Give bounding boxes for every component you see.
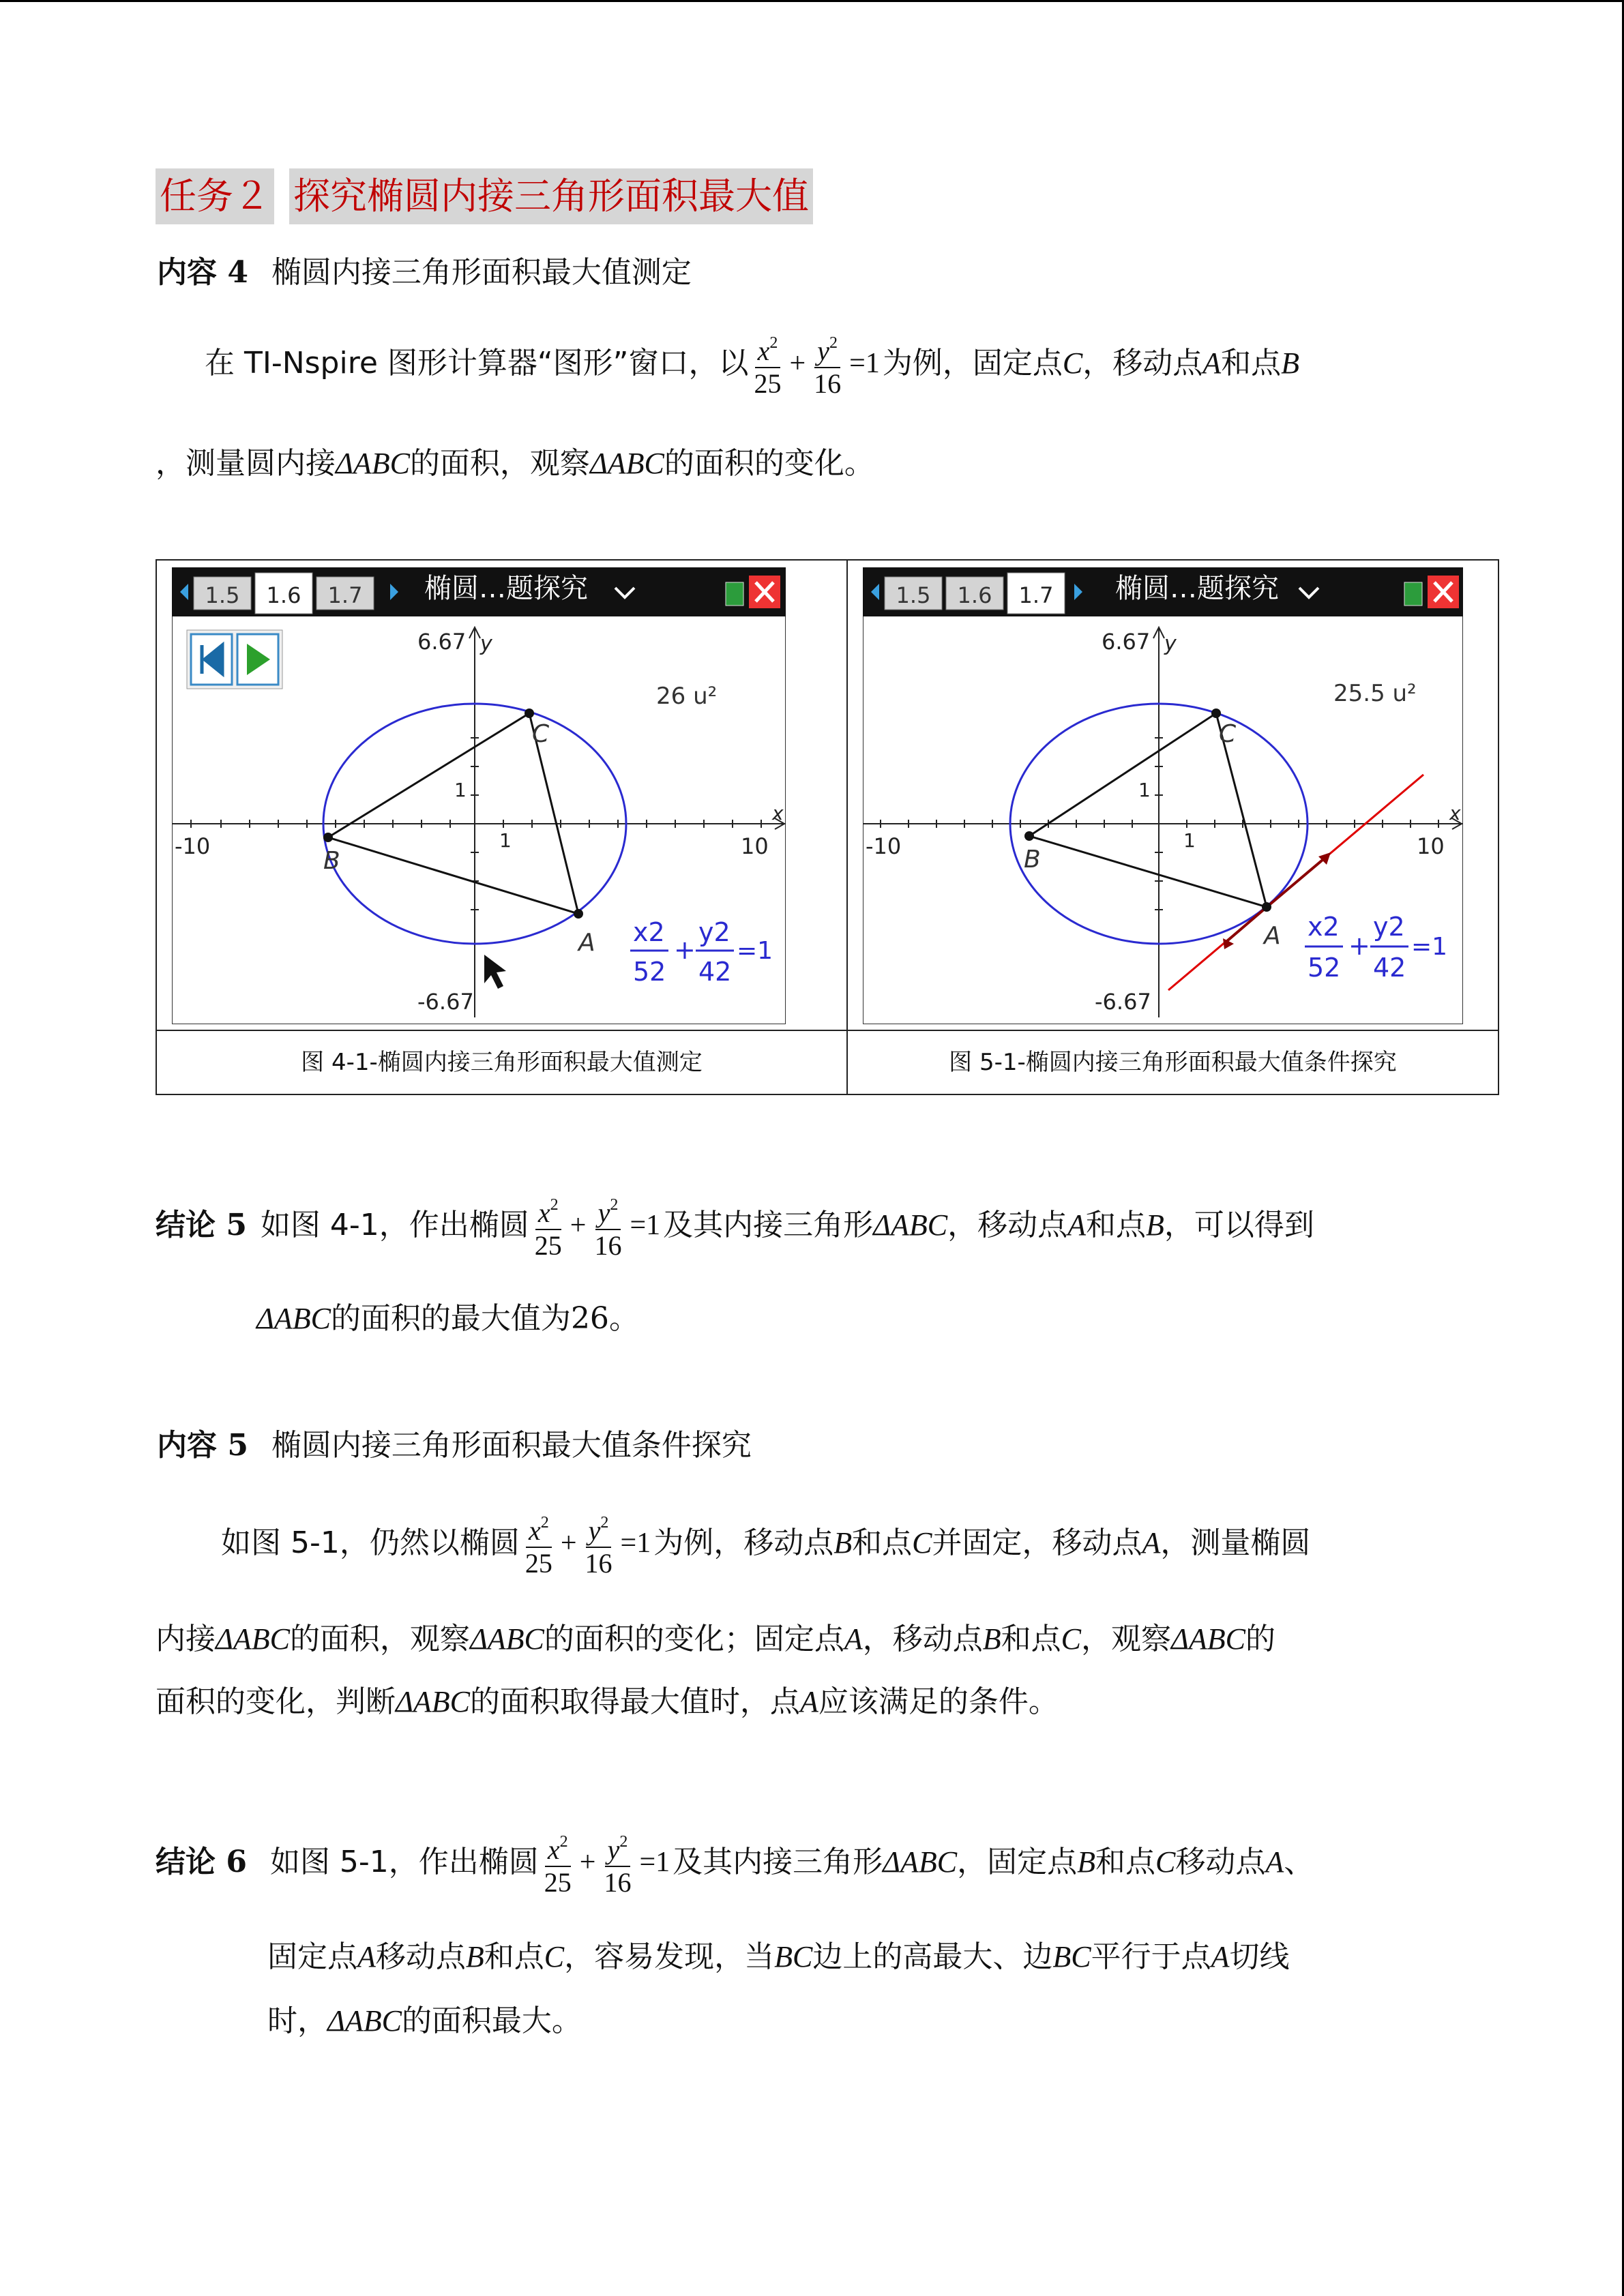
area-readout: 25.5 u² — [1333, 680, 1417, 707]
triangle-abc: ΔABC — [216, 1622, 290, 1656]
point-c: C — [912, 1526, 932, 1560]
y-max-label: 6.67 — [1101, 629, 1151, 655]
math-x: x — [547, 1834, 560, 1865]
point-a: A — [799, 1685, 818, 1718]
eq-b2: 42 — [698, 957, 732, 987]
point-a: A — [1265, 1845, 1284, 1879]
math-sq: 2 — [550, 1196, 559, 1214]
text-span: 为例，固定点 — [882, 346, 1063, 381]
math-25: 25 — [525, 1548, 552, 1579]
point-b: B — [1146, 1208, 1164, 1242]
point-c-marker[interactable] — [1211, 709, 1221, 718]
figure-4-1-caption-cell — [156, 1030, 847, 1094]
text-span: 应该满足的条件。 — [818, 1684, 1059, 1719]
text-span: ，移动点 — [862, 1622, 983, 1656]
eq-equals: =1 — [737, 937, 773, 965]
tab-1-5-label: 1.5 — [896, 582, 931, 608]
eq-x2: x2 — [633, 917, 665, 947]
y-axis-label: y — [1164, 632, 1177, 656]
tab-1-5-label: 1.5 — [205, 582, 240, 608]
content5-paragraph-line3 — [156, 1682, 1059, 1723]
x-min-label: -10 — [865, 833, 902, 859]
point-a-label: A — [1263, 922, 1281, 950]
text-span: 移动点 — [375, 1939, 466, 1974]
figures-table — [156, 559, 1499, 1095]
math-eq1: =1 — [849, 348, 880, 379]
point-b: B — [833, 1526, 853, 1560]
calculator-screen-4-1 — [172, 567, 786, 1024]
point-c-label: C — [532, 720, 550, 748]
text-span: 的面积，观察 — [409, 446, 590, 481]
content5-heading-text: 椭圆内接三角形面积最大值条件探究 — [271, 1428, 752, 1463]
text-span: ，移动点 — [947, 1208, 1068, 1242]
triangle-abc: ΔABC — [256, 1302, 331, 1335]
math-sq: 2 — [829, 334, 838, 352]
point-b-label: B — [323, 847, 340, 875]
math-16: 16 — [594, 1230, 622, 1261]
point-b: B — [1077, 1845, 1095, 1879]
eq-y2: y2 — [1372, 912, 1405, 942]
fraction-x — [522, 1507, 555, 1579]
eq-plus: + — [1348, 931, 1370, 961]
area-readout: 26 u² — [656, 683, 718, 710]
point-a: A — [357, 1940, 376, 1973]
x-tick-label: 1 — [499, 829, 512, 852]
math-y: y — [817, 336, 830, 366]
content4-paragraph-line2 — [156, 443, 874, 484]
math-25: 25 — [544, 1867, 572, 1898]
y-axis-label: y — [480, 632, 492, 656]
text-span: 在 TI-Nspire 图形计算器“图形”窗口，以 — [205, 346, 749, 381]
triangle-abc: ΔABC — [589, 447, 664, 480]
page-top-border — [0, 0, 1624, 2]
math-sq: 2 — [559, 1833, 568, 1851]
math-sq: 2 — [619, 1833, 628, 1851]
text-span: 的面积，观察 — [289, 1622, 470, 1656]
math-plus: + — [789, 348, 806, 379]
text-span: 如图 5-1，仍然以椭圆 — [221, 1525, 520, 1560]
text-span: 时， — [267, 2003, 327, 2038]
text-span: 的面积的变化。 — [664, 446, 874, 481]
conclusion6-line3 — [267, 2001, 582, 2042]
math-16: 16 — [814, 368, 842, 399]
eq-a2: 52 — [1307, 953, 1341, 983]
point-b-marker[interactable] — [1024, 831, 1034, 841]
math-plus: + — [560, 1527, 577, 1559]
conclusion6-line2 — [267, 1937, 1290, 1978]
triangle-abc: ΔABC — [1171, 1622, 1245, 1656]
text-span: 和点 — [1086, 1208, 1146, 1242]
side-bc: BC — [774, 1940, 813, 1973]
eq-a2: 52 — [633, 957, 666, 987]
eq-plus: + — [674, 935, 696, 965]
content5-paragraph-line2 — [156, 1619, 1275, 1660]
y-min-label: -6.67 — [1094, 989, 1151, 1015]
math-sq: 2 — [600, 1514, 609, 1532]
point-c: C — [544, 1940, 565, 1973]
x-max-label: 10 — [1416, 833, 1445, 859]
side-bc: BC — [1052, 1940, 1091, 1973]
fraction-y — [591, 1189, 624, 1262]
text-span: 并固定，移动点 — [932, 1525, 1142, 1560]
point-a: A — [1067, 1208, 1086, 1242]
fraction-y — [811, 327, 844, 400]
text-span: 为例，移动点 — [653, 1525, 834, 1560]
point-a: A — [1202, 346, 1222, 380]
y-min-label: -6.67 — [417, 989, 474, 1015]
battery-icon — [726, 582, 743, 606]
max-area-value: 26 — [570, 1301, 609, 1336]
fraction-y — [601, 1826, 634, 1898]
point-b-label: B — [1023, 846, 1041, 874]
eq-equals: =1 — [1411, 933, 1447, 961]
content5-label: 内容 5 — [157, 1428, 248, 1463]
text-span: ，观察 — [1081, 1622, 1172, 1656]
content5-paragraph-line1 — [221, 1506, 1310, 1581]
conclusion5-label: 结论 5 — [156, 1208, 247, 1242]
content5-heading — [157, 1425, 752, 1466]
point-a-label: A — [578, 929, 595, 957]
figure-4-1-cell — [156, 560, 847, 1030]
text-span: ，容易发现，当 — [564, 1939, 775, 1974]
text-span: 切线 — [1229, 1939, 1290, 1974]
tab-1-6-label: 1.6 — [957, 582, 992, 608]
point-b: B — [982, 1622, 1001, 1656]
text-span: 边上的高最大、边 — [812, 1939, 1053, 1974]
text-span: 和点 — [1001, 1622, 1061, 1656]
text-span: 移动点 — [1175, 1845, 1266, 1879]
text-span: ，测量椭圆 — [1160, 1525, 1311, 1560]
triangle-abc: ΔABC — [883, 1845, 958, 1879]
point-c: C — [1061, 1622, 1082, 1656]
triangle-abc: ΔABC — [396, 1685, 470, 1718]
text-span: 如图 4-1，作出椭圆 — [260, 1208, 529, 1242]
conclusion5-line2 — [256, 1298, 639, 1339]
figure-5-1-cell — [847, 560, 1498, 1030]
text-span: ，可以得到 — [1164, 1208, 1314, 1242]
x-max-label: 10 — [741, 833, 769, 859]
eq-y2: y2 — [698, 917, 730, 947]
math-plus: + — [579, 1847, 596, 1878]
triangle-abc: ΔABC — [327, 2004, 402, 2038]
triangle-abc: ΔABC — [336, 447, 410, 480]
text-span: 平行于点 — [1091, 1939, 1211, 1974]
math-plus: + — [570, 1210, 587, 1241]
calculator-screen-5-1 — [863, 567, 1463, 1024]
point-a-marker[interactable] — [1262, 902, 1271, 912]
text-span: 的面积的最大值为 — [330, 1301, 571, 1336]
math-x: x — [537, 1197, 550, 1228]
conclusion6-label: 结论 6 — [156, 1845, 247, 1879]
fraction-y — [582, 1507, 615, 1579]
content4-paragraph-line1 — [205, 326, 1299, 401]
eq-b2: 42 — [1372, 953, 1406, 983]
fraction-x — [532, 1189, 565, 1262]
fraction-x — [542, 1826, 574, 1898]
y-tick-label: 1 — [1138, 779, 1151, 801]
point-b: B — [465, 1940, 484, 1973]
math-y: y — [597, 1197, 610, 1228]
figure-5-1-caption-cell — [847, 1030, 1498, 1094]
conclusion5-line1 — [156, 1188, 1314, 1263]
math-25: 25 — [534, 1230, 562, 1261]
text-span: 、 — [1284, 1845, 1314, 1879]
point-b-marker[interactable] — [323, 833, 333, 842]
text-span: 。 — [608, 1301, 639, 1336]
document-title: 椭圆…题探究 — [1114, 573, 1279, 604]
battery-icon — [1404, 582, 1422, 606]
fraction-x — [751, 327, 784, 400]
task-label: 任务２ — [156, 168, 274, 224]
text-span: 内接 — [156, 1622, 216, 1656]
figure-4-1-caption: 图 4-1-椭圆内接三角形面积最大值测定 — [301, 1049, 703, 1076]
text-span: ，移动点 — [1082, 346, 1203, 381]
eq-x2: x2 — [1307, 912, 1340, 942]
point-a: A — [1142, 1526, 1161, 1560]
point-b: B — [1281, 346, 1299, 380]
text-span: 面积的变化，判断 — [156, 1684, 396, 1719]
text-span: 和点 — [1095, 1845, 1155, 1879]
text-span: 如图 5-1，作出椭圆 — [269, 1845, 539, 1879]
tab-1-7-label: 1.7 — [1018, 582, 1054, 608]
math-y: y — [607, 1834, 620, 1865]
text-span: 的面积的变化；固定点 — [544, 1622, 844, 1656]
triangle-abc: ΔABC — [469, 1622, 544, 1656]
text-span: 和点 — [852, 1525, 913, 1560]
text-span: 固定点 — [267, 1939, 357, 1974]
math-16: 16 — [604, 1867, 632, 1898]
point-c-marker[interactable] — [525, 709, 534, 718]
text-span: 及其内接三角形 — [673, 1845, 883, 1879]
math-sq: 2 — [610, 1196, 619, 1214]
triangle-abc: ΔABC — [873, 1208, 948, 1242]
x-axis-label: x — [1449, 802, 1461, 824]
text-span: 和点 — [1221, 346, 1282, 381]
point-c: C — [1062, 346, 1083, 380]
math-sq: 2 — [540, 1514, 549, 1532]
math-sq: 2 — [769, 334, 778, 352]
text-span: 的面积取得最大值时，点 — [469, 1684, 800, 1719]
math-eq1: =1 — [620, 1527, 651, 1559]
text-span: ，测量圆内接 — [156, 446, 336, 481]
point-a: A — [1211, 1940, 1230, 1973]
point-c-label: C — [1218, 720, 1237, 748]
text-span: ，固定点 — [957, 1845, 1078, 1879]
content4-label: 内容 4 — [157, 255, 248, 290]
text-span: 的 — [1245, 1622, 1275, 1656]
point-c: C — [1155, 1845, 1176, 1879]
math-eq1: =1 — [630, 1210, 661, 1241]
section-title — [156, 168, 813, 224]
x-tick-label: 1 — [1183, 829, 1196, 852]
x-min-label: -10 — [175, 833, 211, 859]
content4-heading-text: 椭圆内接三角形面积最大值测定 — [271, 255, 692, 290]
y-max-label: 6.67 — [417, 629, 467, 655]
math-16: 16 — [585, 1548, 612, 1579]
task-title: 探究椭圆内接三角形面积最大值 — [289, 168, 813, 224]
text-span: 和点 — [484, 1939, 544, 1974]
math-eq1: =1 — [639, 1847, 670, 1878]
tab-1-6-label: 1.6 — [266, 582, 301, 608]
point-a: A — [844, 1622, 863, 1656]
tab-1-7-label: 1.7 — [327, 582, 363, 608]
document-title: 椭圆…题探究 — [424, 573, 588, 604]
math-x: x — [757, 336, 770, 366]
text-span: 的面积最大。 — [401, 2003, 582, 2038]
math-25: 25 — [754, 368, 782, 399]
x-axis-label: x — [772, 802, 784, 824]
math-x: x — [528, 1515, 541, 1546]
content4-heading — [157, 252, 692, 293]
figure-5-1-caption: 图 5-1-椭圆内接三角形面积最大值条件探究 — [949, 1049, 1397, 1076]
conclusion6-line1 — [156, 1825, 1314, 1900]
math-y: y — [588, 1515, 601, 1546]
text-span: 及其内接三角形 — [663, 1208, 874, 1242]
point-a-marker[interactable] — [574, 909, 583, 919]
y-tick-label: 1 — [454, 779, 467, 801]
